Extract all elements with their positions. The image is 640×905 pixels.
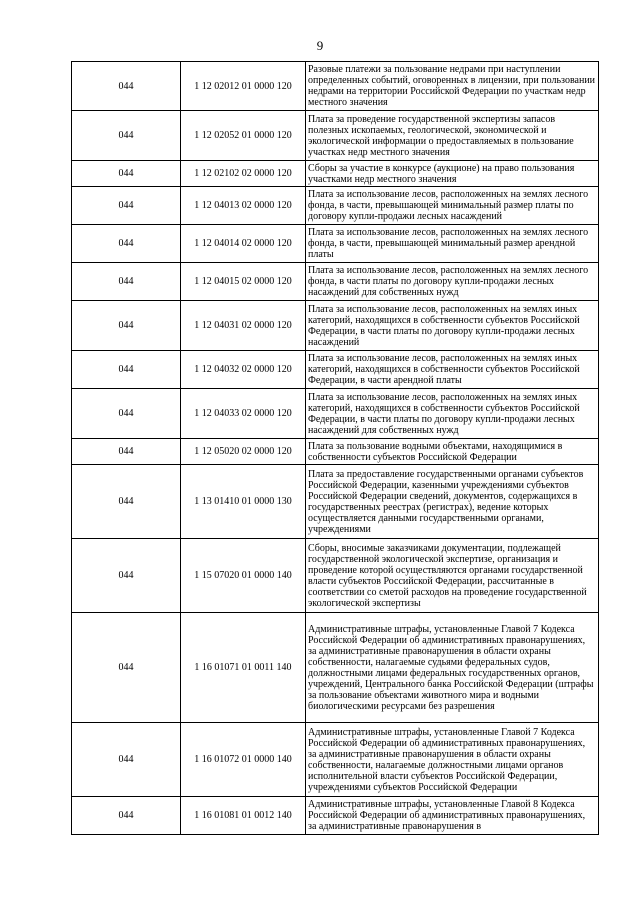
admin-code-cell: 044: [72, 62, 181, 111]
admin-code-cell: 044: [72, 225, 181, 263]
description-cell: Плата за использование лесов, расположенных на землях иных категорий, находящихся в собственности субъектов Российской Федерации, в части платы по договору купли-продажи лесных насаждений для собственных нужд: [306, 389, 599, 439]
budget-code-cell: 1 15 07020 01 0000 140: [181, 539, 306, 613]
description-cell: Административные штрафы, установленные Главой 8 Кодекса Российской Федерации об административных правонарушениях, за административные правонарушения в: [306, 797, 599, 835]
budget-code-cell: 1 12 04015 02 0000 120: [181, 263, 306, 301]
budget-code-cell: 1 12 05020 02 0000 120: [181, 439, 306, 465]
budget-code-cell: 1 13 01410 01 0000 130: [181, 465, 306, 539]
budget-code-cell: 1 12 04031 02 0000 120: [181, 301, 306, 351]
admin-code-cell: 044: [72, 797, 181, 835]
admin-code-cell: 044: [72, 439, 181, 465]
admin-code-cell: 044: [72, 263, 181, 301]
admin-code-cell: 044: [72, 539, 181, 613]
table-row: [72, 111, 599, 161]
admin-code-cell: 044: [72, 111, 181, 161]
budget-code-cell: 1 16 01081 01 0012 140: [181, 797, 306, 835]
budget-code-cell: 1 12 02012 01 0000 120: [181, 62, 306, 111]
table-row: [72, 263, 599, 301]
description-cell: Сборы, вносимые заказчиками документации, подлежащей государственной экологической экспертизе, организация и проведение которой осуществляются органами государственной власти субъектов Российской Федерации, рассчитанные в соответствии со сметой расходов на проведение государственной экологической экспертизы: [306, 539, 599, 613]
budget-code-cell: 1 12 04033 02 0000 120: [181, 389, 306, 439]
admin-code-cell: 044: [72, 187, 181, 225]
description-cell: Разовые платежи за пользование недрами при наступлении определенных событий, оговоренных в лицензии, при пользовании недрами на территории Российской Федерации по участкам недр местного значения: [306, 62, 599, 111]
admin-code-cell: 044: [72, 613, 181, 723]
budget-code-cell: 1 12 04013 02 0000 120: [181, 187, 306, 225]
page-number: 9: [316, 38, 324, 53]
table-row: [72, 389, 599, 439]
description-cell: Плата за пользование водными объектами, находящимися в собственности субъектов Российской Федерации: [306, 439, 599, 465]
admin-code-cell: 044: [72, 351, 181, 389]
budget-code-cell: 1 12 02102 02 0000 120: [181, 161, 306, 187]
table-row: [72, 439, 599, 465]
description-cell: Административные штрафы, установленные Главой 7 Кодекса Российской Федерации об административных правонарушениях, за административные правонарушения в области охраны собственности, налагаемые должностными лицами органов исполнительной власти субъектов Российской Федерации, учреждениями субъектов Российской Федерации: [306, 723, 599, 797]
table-row: [72, 225, 599, 263]
table-row: [72, 465, 599, 539]
table-row: [72, 62, 599, 111]
description-cell: Плата за проведение государственной экспертизы запасов полезных ископаемых, геологической, экономической и экологической информации о предоставляемых в пользование участках недр местного значения: [306, 111, 599, 161]
table-row: [72, 613, 599, 723]
description-cell: Плата за использование лесов, расположенных на землях лесного фонда, в части, превышающей минимальный размер платы по договору купли-продажи лесных насаждений: [306, 187, 599, 225]
table-row: [72, 723, 599, 797]
description-cell: Плата за использование лесов, расположенных на землях лесного фонда, в части, превышающей минимальный размер арендной платы: [306, 225, 599, 263]
description-cell: Плата за предоставление государственными органами субъектов Российской Федерации, казенными учреждениями субъектов Российской Федерации сведений, документов, содержащихся в государственных реестрах (регистрах), ведение которых осуществляется данными государственными органами, учреждениями: [306, 465, 599, 539]
admin-code-cell: 044: [72, 301, 181, 351]
description-cell: Плата за использование лесов, расположенных на землях иных категорий, находящихся в собственности субъектов Российской Федерации, в части арендной платы: [306, 351, 599, 389]
admin-code-cell: 044: [72, 161, 181, 187]
admin-code-cell: 044: [72, 465, 181, 539]
table-row: [72, 797, 599, 835]
admin-code-cell: 044: [72, 389, 181, 439]
description-cell: Сборы за участие в конкурсе (аукционе) на право пользования участками недр местного значения: [306, 161, 599, 187]
admin-code-cell: 044: [72, 723, 181, 797]
table-row: [72, 539, 599, 613]
table-row: [72, 301, 599, 351]
budget-code-cell: 1 12 04014 02 0000 120: [181, 225, 306, 263]
budget-code-cell: 1 16 01072 01 0000 140: [181, 723, 306, 797]
table-row: [72, 187, 599, 225]
description-cell: Плата за использование лесов, расположенных на землях лесного фонда, в части платы по договору купли-продажи лесных насаждений для собственных нужд: [306, 263, 599, 301]
table-row: [72, 351, 599, 389]
budget-code-cell: 1 16 01071 01 0011 140: [181, 613, 306, 723]
description-cell: Административные штрафы, установленные Главой 7 Кодекса Российской Федерации об административных правонарушениях, за административные правонарушения в области охраны собственности, налагаемые судьями федеральных судов, должностными лицами федеральных государственных органов, учреждений, Центрального банка Российской Федерации (штрафы за пользование объектами животного мира и водными биологическими ресурсами без разрешения: [306, 613, 599, 723]
budget-classification-table: [71, 61, 599, 835]
budget-code-cell: 1 12 04032 02 0000 120: [181, 351, 306, 389]
description-cell: Плата за использование лесов, расположенных на землях иных категорий, находящихся в собственности субъектов Российской Федерации, в части платы по договору купли-продажи лесных насаждений: [306, 301, 599, 351]
budget-code-cell: 1 12 02052 01 0000 120: [181, 111, 306, 161]
table-row: [72, 161, 599, 187]
